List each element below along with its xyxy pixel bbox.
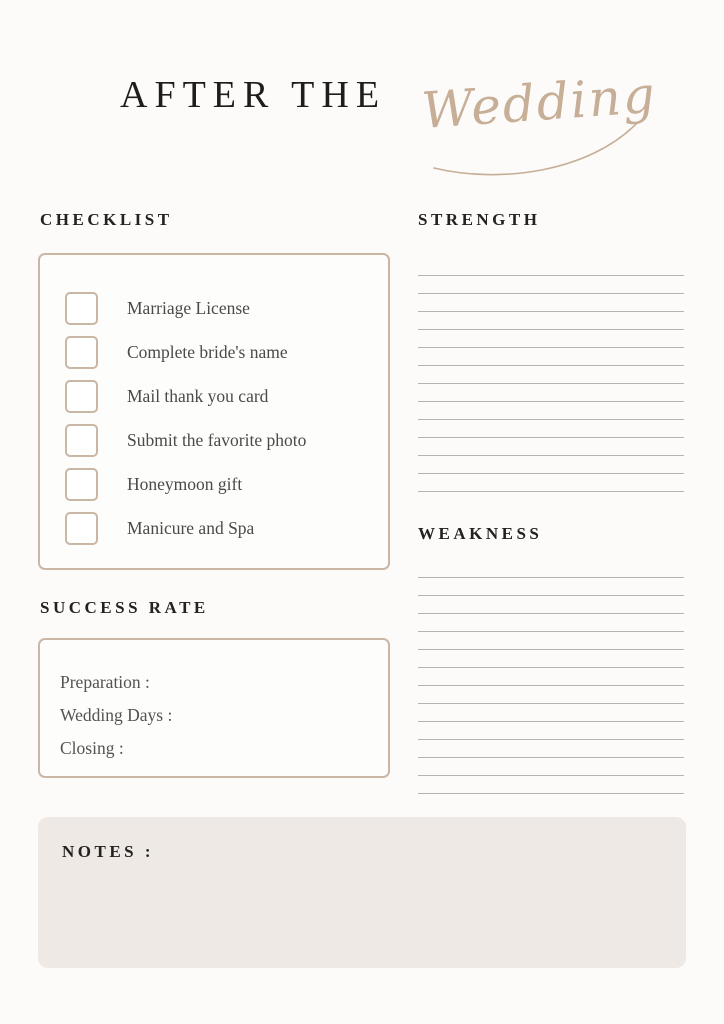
checklist-row bbox=[65, 330, 388, 374]
ruled-line bbox=[418, 276, 684, 294]
success-rate-box bbox=[38, 638, 390, 778]
checkbox-complete-brides-name[interactable] bbox=[65, 336, 98, 369]
checklist-item-label: Mail thank you card bbox=[127, 385, 269, 406]
weakness-heading: WEAKNESS bbox=[418, 524, 543, 543]
success-rate-field-closing: Closing : bbox=[60, 738, 124, 758]
strength-heading: STRENGTH bbox=[418, 210, 541, 229]
ruled-line bbox=[418, 722, 684, 740]
page-title-script: Wedding bbox=[419, 65, 659, 140]
checklist-item-label: Honeymoon gift bbox=[127, 473, 243, 494]
ruled-line bbox=[418, 420, 684, 438]
ruled-line bbox=[418, 312, 684, 330]
checklist-row bbox=[65, 462, 388, 506]
ruled-line bbox=[418, 668, 684, 686]
success-rate-field-wedding-days: Wedding Days : bbox=[60, 705, 173, 725]
checklist-item-label: Complete bride's name bbox=[127, 341, 288, 362]
notes-heading: NOTES : bbox=[62, 842, 155, 861]
checklist-row bbox=[65, 506, 388, 550]
checkbox-manicure-and-spa[interactable] bbox=[65, 512, 98, 545]
checklist-item-label: Marriage License bbox=[127, 297, 250, 318]
ruled-line bbox=[418, 740, 684, 758]
ruled-line bbox=[418, 686, 684, 704]
ruled-line bbox=[418, 330, 684, 348]
ruled-line bbox=[418, 758, 684, 776]
checklist-row bbox=[65, 286, 388, 330]
weakness-ruled-lines bbox=[418, 560, 684, 794]
checklist-item-label: Submit the favorite photo bbox=[127, 429, 307, 450]
checkbox-marriage-license[interactable] bbox=[65, 292, 98, 325]
ruled-line bbox=[418, 596, 684, 614]
checkbox-submit-favorite-photo[interactable] bbox=[65, 424, 98, 457]
checkbox-mail-thank-you-card[interactable] bbox=[65, 380, 98, 413]
ruled-line bbox=[418, 560, 684, 578]
script-flourish-decoration bbox=[420, 100, 660, 180]
ruled-line bbox=[418, 348, 684, 366]
ruled-line bbox=[418, 456, 684, 474]
ruled-line bbox=[418, 438, 684, 456]
page-title: AFTER THE bbox=[120, 74, 387, 116]
ruled-line bbox=[418, 366, 684, 384]
checklist-row bbox=[65, 374, 388, 418]
ruled-line bbox=[418, 776, 684, 794]
ruled-line bbox=[418, 704, 684, 722]
ruled-line bbox=[418, 650, 684, 668]
checklist-heading: CHECKLIST bbox=[40, 210, 173, 229]
ruled-line bbox=[418, 632, 684, 650]
notes-box bbox=[38, 817, 686, 968]
checkbox-honeymoon-gift[interactable] bbox=[65, 468, 98, 501]
success-rate-field-preparation: Preparation : bbox=[60, 672, 150, 692]
ruled-line bbox=[418, 294, 684, 312]
checklist-row bbox=[65, 418, 388, 462]
ruled-line bbox=[418, 402, 684, 420]
ruled-line bbox=[418, 578, 684, 596]
checklist-item-label: Manicure and Spa bbox=[127, 517, 255, 538]
ruled-line bbox=[418, 384, 684, 402]
ruled-line bbox=[418, 258, 684, 276]
checklist-box bbox=[38, 253, 390, 570]
strength-ruled-lines bbox=[418, 258, 684, 492]
success-rate-heading: SUCCESS RATE bbox=[40, 598, 209, 617]
ruled-line bbox=[418, 614, 684, 632]
ruled-line bbox=[418, 474, 684, 492]
